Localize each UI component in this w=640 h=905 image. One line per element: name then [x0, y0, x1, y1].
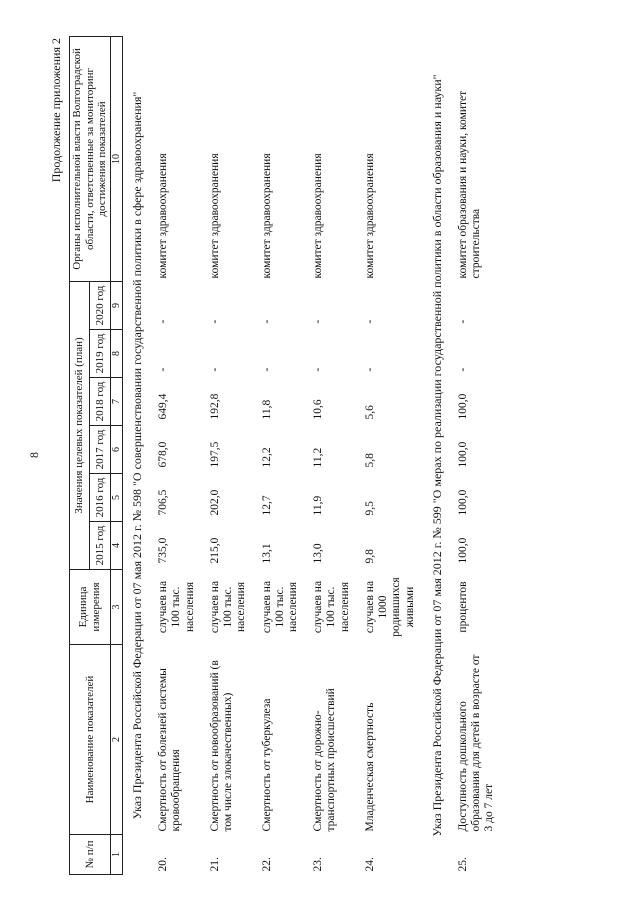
row-unit: случаев на 100 тыс. населения [208, 580, 248, 634]
row-value: 5,8 [363, 453, 376, 468]
header-name: Наименование показателей [70, 645, 111, 835]
row-value: 5,6 [363, 405, 376, 420]
header-targets: Значения целевых показателей (план) [70, 281, 90, 569]
column-number: 2 [110, 645, 123, 835]
row-value: - [456, 319, 469, 324]
table-row [151, 36, 203, 874]
row-value: 100,0 [456, 393, 469, 420]
column-number: 10 [110, 36, 123, 281]
table-row [203, 36, 255, 874]
row-value: 197,5 [208, 441, 221, 468]
column-number: 7 [110, 378, 123, 426]
row-value: 10,6 [312, 399, 325, 420]
row-name: Смертность от дорожно-транспортных происшествий [312, 688, 338, 832]
row-name: Смертность от туберкулеза [260, 698, 273, 832]
row-value: 100,0 [456, 537, 469, 564]
column-number: 9 [110, 281, 123, 329]
row-unit: случаев на 1000 родившихся живыми [363, 577, 416, 637]
row-unit: случаев на 100 тыс. населения [312, 580, 351, 634]
row-value: - [363, 367, 376, 372]
row-name: Младенческая смертность [363, 702, 376, 832]
row-value: - [312, 367, 325, 372]
row-number: 21. [208, 857, 221, 872]
row-value: - [312, 319, 325, 324]
column-number: 4 [110, 522, 123, 570]
row-name: Доступность дошкольного образования для детей в возрасте от 3 до 7 лет [456, 654, 495, 832]
row-value: - [363, 319, 376, 324]
header-bodies: Органы исполнительной власти Волгоградской области, ответственные за мониторинг достижения показателей [70, 36, 111, 281]
row-number: 22. [260, 857, 273, 872]
column-number: 8 [110, 330, 123, 378]
row-value: 12,2 [260, 447, 273, 468]
row-body: комитет здравоохранения [208, 153, 221, 279]
row-value: 11,9 [312, 495, 325, 516]
row-number: 20. [157, 857, 170, 872]
section-row [123, 36, 151, 874]
row-value: - [208, 319, 221, 324]
row-number: 25. [456, 857, 469, 872]
column-number: 6 [110, 426, 123, 474]
row-body: комитет здравоохранения [363, 153, 376, 279]
section-row [423, 36, 451, 874]
row-body: комитет здравоохранения [157, 153, 170, 279]
row-value: 649,4 [157, 393, 170, 420]
header-year: 2019 год [90, 330, 110, 378]
row-value: - [260, 319, 273, 324]
row-value: 100,0 [456, 489, 469, 516]
row-name: Смертность от болезней системы кровообращения [157, 668, 183, 832]
row-value: - [157, 367, 170, 372]
row-value: 9,8 [363, 549, 376, 564]
column-number: 5 [110, 474, 123, 522]
row-body: комитет здравоохранения [312, 153, 325, 279]
row-body: комитет образования и науки, комитет строительства [456, 90, 482, 279]
row-value: 706,5 [157, 489, 170, 516]
targets-table [69, 36, 502, 875]
row-body: комитет здравоохранения [260, 153, 273, 279]
header-year: 2020 год [90, 281, 110, 329]
row-name: Смертность от новообразований (в том числе злокачественных) [208, 660, 235, 832]
row-value: 9,5 [363, 501, 376, 516]
row-value: 192,8 [208, 393, 221, 420]
row-value: 678,0 [157, 441, 170, 468]
row-value: 11,2 [312, 447, 325, 468]
row-value: - [157, 319, 170, 324]
header-row-1 [70, 36, 90, 874]
row-value: 735,0 [157, 537, 170, 564]
header-year: 2017 год [90, 426, 110, 474]
section-title: Указ Президента Российской Федерации от 07 мая 2012 г. № 598 "О совершенствовании государственной политики в сфере здравоохранения" [130, 91, 145, 820]
column-number: 1 [110, 835, 123, 875]
row-number: 24. [363, 857, 376, 872]
header-year: 2018 год [90, 378, 110, 426]
row-value: 215,0 [208, 537, 221, 564]
table-row [306, 36, 358, 874]
row-unit: случаев на 100 тыс. населения [260, 580, 299, 634]
page-number: 8 [27, 452, 41, 458]
row-number: 23. [312, 857, 325, 872]
row-unit: процентов [456, 581, 469, 633]
table-row [451, 36, 503, 874]
column-number: 3 [110, 570, 123, 645]
row-value: 202,0 [208, 489, 221, 516]
row-value: 12,7 [260, 495, 273, 516]
header-year: 2015 год [90, 522, 110, 570]
header-number: № п/п [70, 835, 111, 875]
continuation-note: Продолжение приложения 2 [49, 38, 63, 183]
header-year: 2016 год [90, 474, 110, 522]
header-unit: Единица измерения [70, 570, 111, 645]
row-value: 13,1 [260, 543, 273, 564]
row-value: 13,0 [312, 543, 325, 564]
table-row [255, 36, 307, 874]
row-value: - [208, 367, 221, 372]
rotated-content [25, 30, 615, 880]
column-number-row [110, 36, 123, 874]
row-value: - [456, 367, 469, 372]
row-value: 11,8 [260, 399, 273, 420]
section-title: Указ Президента Российской Федерации от 07 мая 2012 г. № 599 "О мерах по реализации государственной политики в области образования и науки" [429, 74, 444, 837]
table-row [358, 36, 423, 874]
row-value: - [260, 367, 273, 372]
row-unit: случаев на 100 тыс. населения [157, 580, 196, 634]
row-value: 100,0 [456, 441, 469, 468]
